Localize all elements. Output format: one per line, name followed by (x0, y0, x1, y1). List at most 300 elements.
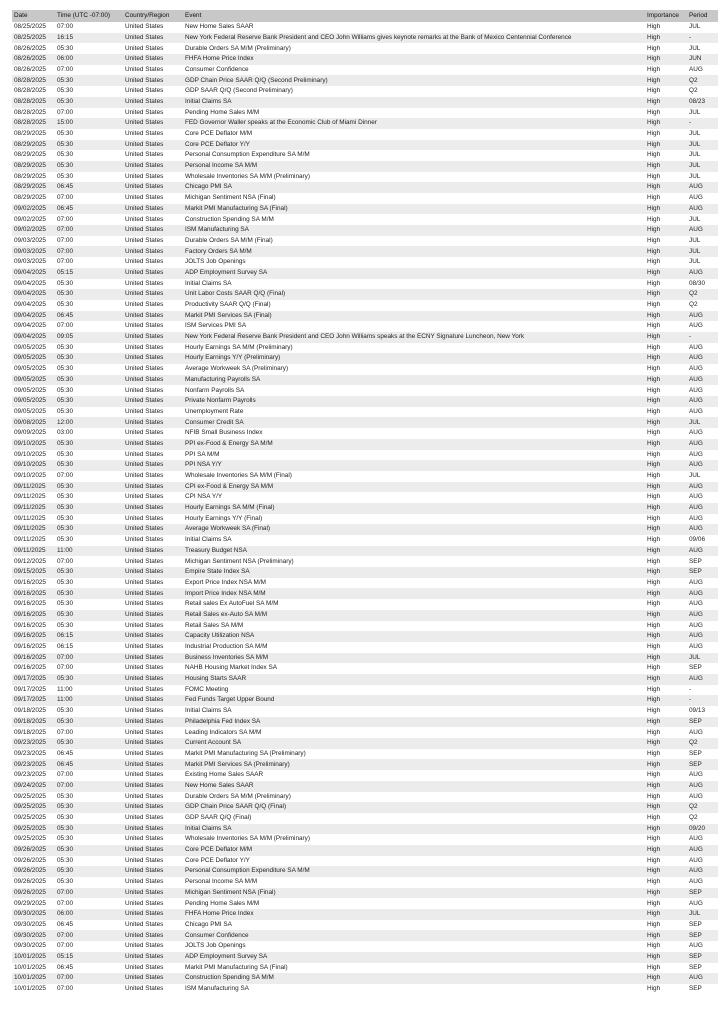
time-cell: 11:00 (55, 695, 123, 706)
table-row[interactable] (12, 321, 718, 332)
importance-cell: High (645, 727, 687, 738)
country-cell: United States (123, 204, 183, 215)
date-cell: 09/16/2025 (12, 588, 55, 599)
table-row[interactable] (12, 599, 718, 610)
table-row[interactable] (12, 460, 718, 471)
importance-cell: High (645, 33, 687, 44)
date-cell: 08/29/2025 (12, 140, 55, 151)
time-cell: 05:30 (55, 514, 123, 525)
country-cell: United States (123, 385, 183, 396)
date-cell: 09/17/2025 (12, 685, 55, 696)
header-row (12, 10, 718, 22)
period-cell: AUG (687, 941, 718, 952)
table-row[interactable] (12, 781, 718, 792)
date-cell: 09/03/2025 (12, 246, 55, 257)
table-row[interactable] (12, 482, 718, 493)
importance-cell: High (645, 268, 687, 279)
table-row[interactable] (12, 86, 718, 97)
event-cell: Markit PMI Services SA (Preliminary) (183, 759, 645, 770)
event-cell: Hourly Earnings Y/Y (Preliminary) (183, 353, 645, 364)
date-cell: 09/18/2025 (12, 727, 55, 738)
event-cell: ISM Manufacturing SA (183, 984, 645, 995)
time-cell: 07:00 (55, 257, 123, 268)
table-row[interactable] (12, 706, 718, 717)
table-row[interactable] (12, 663, 718, 674)
time-cell: 05:30 (55, 866, 123, 877)
table-row[interactable] (12, 492, 718, 503)
date-cell: 09/29/2025 (12, 898, 55, 909)
table-row[interactable] (12, 140, 718, 151)
importance-cell: High (645, 695, 687, 706)
importance-cell: High (645, 193, 687, 204)
table-row[interactable] (12, 75, 718, 86)
date-cell: 09/18/2025 (12, 706, 55, 717)
country-cell: United States (123, 321, 183, 332)
table-row[interactable] (12, 973, 718, 984)
country-cell: United States (123, 140, 183, 151)
table-row[interactable] (12, 514, 718, 525)
period-cell: - (687, 118, 718, 129)
country-cell: United States (123, 129, 183, 140)
table-row[interactable] (12, 193, 718, 204)
event-cell: New Home Sales SAAR (183, 22, 645, 33)
table-row[interactable] (12, 588, 718, 599)
period-cell: JUL (687, 653, 718, 664)
table-row[interactable] (12, 866, 718, 877)
period-cell: Q2 (687, 813, 718, 824)
table-row[interactable] (12, 824, 718, 835)
date-cell: 09/26/2025 (12, 866, 55, 877)
table-row[interactable] (12, 546, 718, 557)
period-cell: - (687, 332, 718, 343)
country-cell: United States (123, 856, 183, 867)
event-cell: Personal Income SA M/M (183, 877, 645, 888)
table-row[interactable] (12, 759, 718, 770)
importance-cell: High (645, 706, 687, 717)
period-cell: AUG (687, 898, 718, 909)
period-cell: JUL (687, 22, 718, 33)
header-date[interactable]: Date (12, 10, 55, 22)
time-cell: 05:30 (55, 738, 123, 749)
date-cell: 09/03/2025 (12, 236, 55, 247)
table-row[interactable] (12, 289, 718, 300)
importance-cell: High (645, 920, 687, 931)
header-country[interactable]: Country/Region (123, 10, 183, 22)
date-cell: 10/01/2025 (12, 973, 55, 984)
period-cell: JUL (687, 471, 718, 482)
time-cell: 07:00 (55, 898, 123, 909)
period-cell: SEP (687, 567, 718, 578)
importance-cell: High (645, 460, 687, 471)
table-row[interactable] (12, 385, 718, 396)
table-row[interactable] (12, 108, 718, 119)
time-cell: 05:30 (55, 343, 123, 354)
time-cell: 06:45 (55, 182, 123, 193)
table-row[interactable] (12, 941, 718, 952)
table-row[interactable] (12, 97, 718, 108)
importance-cell: High (645, 909, 687, 920)
time-cell: 05:30 (55, 353, 123, 364)
table-row[interactable] (12, 439, 718, 450)
event-cell: Michigan Sentiment NSA (Final) (183, 888, 645, 899)
importance-cell: High (645, 289, 687, 300)
importance-cell: High (645, 717, 687, 728)
table-row[interactable] (12, 674, 718, 685)
table-row[interactable] (12, 834, 718, 845)
event-cell: Capacity Utilization NSA (183, 631, 645, 642)
country-cell: United States (123, 610, 183, 621)
table-row[interactable] (12, 22, 718, 33)
table-row[interactable] (12, 930, 718, 941)
date-cell: 09/30/2025 (12, 920, 55, 931)
importance-cell: High (645, 770, 687, 781)
country-cell: United States (123, 257, 183, 268)
table-row[interactable] (12, 845, 718, 856)
header-period[interactable]: Period (687, 10, 718, 22)
importance-cell: High (645, 225, 687, 236)
table-row[interactable] (12, 364, 718, 375)
date-cell: 09/04/2025 (12, 300, 55, 311)
date-cell: 10/01/2025 (12, 963, 55, 974)
table-row[interactable] (12, 524, 718, 535)
date-cell: 09/05/2025 (12, 343, 55, 354)
table-row[interactable] (12, 813, 718, 824)
event-cell: Leading Indicators SA M/M (183, 727, 645, 738)
country-cell: United States (123, 759, 183, 770)
event-cell: Pending Home Sales M/M (183, 108, 645, 119)
table-row[interactable] (12, 792, 718, 803)
event-cell: Import Price Index NSA M/M (183, 588, 645, 599)
table-row[interactable] (12, 407, 718, 418)
date-cell: 09/08/2025 (12, 417, 55, 428)
date-cell: 08/26/2025 (12, 65, 55, 76)
table-row[interactable] (12, 963, 718, 974)
table-row[interactable] (12, 898, 718, 909)
importance-cell: High (645, 492, 687, 503)
event-cell: Initial Claims SA (183, 97, 645, 108)
time-cell: 05:30 (55, 482, 123, 493)
time-cell: 07:00 (55, 556, 123, 567)
importance-cell: High (645, 439, 687, 450)
importance-cell: High (645, 161, 687, 172)
importance-cell: High (645, 524, 687, 535)
importance-cell: High (645, 984, 687, 995)
period-cell: AUG (687, 514, 718, 525)
period-cell: SEP (687, 952, 718, 963)
table-row[interactable] (12, 182, 718, 193)
event-cell: Existing Home Sales SAAR (183, 770, 645, 781)
table-row[interactable] (12, 353, 718, 364)
date-cell: 09/05/2025 (12, 385, 55, 396)
table-row[interactable] (12, 172, 718, 183)
event-cell: FHFA Home Price Index (183, 909, 645, 920)
country-cell: United States (123, 920, 183, 931)
period-cell: AUG (687, 375, 718, 386)
period-cell: AUG (687, 578, 718, 589)
country-cell: United States (123, 65, 183, 76)
importance-cell: High (645, 43, 687, 54)
time-cell: 05:30 (55, 97, 123, 108)
country-cell: United States (123, 770, 183, 781)
event-cell: Average Workweek SA (Final) (183, 524, 645, 535)
table-row[interactable] (12, 770, 718, 781)
period-cell: AUG (687, 792, 718, 803)
table-row[interactable] (12, 631, 718, 642)
date-cell: 08/29/2025 (12, 172, 55, 183)
time-cell: 05:30 (55, 792, 123, 803)
date-cell: 09/12/2025 (12, 556, 55, 567)
period-cell: AUG (687, 482, 718, 493)
time-cell: 07:00 (55, 22, 123, 33)
table-row[interactable] (12, 738, 718, 749)
table-row[interactable] (12, 952, 718, 963)
country-cell: United States (123, 353, 183, 364)
event-cell: Retail Sales SA M/M (183, 621, 645, 632)
time-cell: 07:00 (55, 653, 123, 664)
period-cell: Q2 (687, 86, 718, 97)
event-cell: GDP Chain Price SAAR Q/Q (Second Preliminary) (183, 75, 645, 86)
country-cell: United States (123, 631, 183, 642)
country-cell: United States (123, 172, 183, 183)
event-cell: ISM Services PMI SA (183, 321, 645, 332)
event-cell: Pending Home Sales M/M (183, 898, 645, 909)
country-cell: United States (123, 717, 183, 728)
period-cell: JUL (687, 129, 718, 140)
event-cell: Consumer Credit SA (183, 417, 645, 428)
period-cell: SEP (687, 963, 718, 974)
event-cell: New Home Sales SAAR (183, 781, 645, 792)
table-row[interactable] (12, 33, 718, 44)
importance-cell: High (645, 631, 687, 642)
time-cell: 07:00 (55, 246, 123, 257)
table-row[interactable] (12, 204, 718, 215)
date-cell: 09/10/2025 (12, 439, 55, 450)
importance-cell: High (645, 375, 687, 386)
time-cell: 05:30 (55, 610, 123, 621)
table-row[interactable] (12, 65, 718, 76)
table-row[interactable] (12, 471, 718, 482)
country-cell: United States (123, 503, 183, 514)
table-row[interactable] (12, 653, 718, 664)
importance-cell: High (645, 621, 687, 632)
importance-cell: High (645, 97, 687, 108)
event-cell: Factory Orders SA M/M (183, 246, 645, 257)
period-cell: - (687, 685, 718, 696)
table-row[interactable] (12, 311, 718, 322)
table-row[interactable] (12, 257, 718, 268)
table-body (12, 22, 718, 995)
table-row[interactable] (12, 396, 718, 407)
date-cell: 09/24/2025 (12, 781, 55, 792)
table-row[interactable] (12, 300, 718, 311)
table-row[interactable] (12, 268, 718, 279)
importance-cell: High (645, 75, 687, 86)
table-row[interactable] (12, 279, 718, 290)
event-cell: New York Federal Reserve Bank President and CEO John Williams speaks at the ECNY Signature Luncheon, New York (183, 332, 645, 343)
date-cell: 09/16/2025 (12, 610, 55, 621)
table-row[interactable] (12, 54, 718, 65)
event-cell: Core PCE Deflator Y/Y (183, 856, 645, 867)
importance-cell: High (645, 471, 687, 482)
time-cell: 07:00 (55, 984, 123, 995)
importance-cell: High (645, 150, 687, 161)
country-cell: United States (123, 984, 183, 995)
period-cell: 09/13 (687, 706, 718, 717)
table-row[interactable] (12, 129, 718, 140)
economic-calendar-table (12, 10, 718, 995)
period-cell: AUG (687, 834, 718, 845)
table-row[interactable] (12, 556, 718, 567)
header-time[interactable]: Time (UTC -07:00) (55, 10, 123, 22)
table-row[interactable] (12, 118, 718, 129)
event-cell: Chicago PMI SA (183, 920, 645, 931)
table-row[interactable] (12, 375, 718, 386)
event-cell: Initial Claims SA (183, 535, 645, 546)
event-cell: Markit PMI Services SA (Final) (183, 311, 645, 322)
table-row[interactable] (12, 856, 718, 867)
country-cell: United States (123, 546, 183, 557)
date-cell: 09/02/2025 (12, 204, 55, 215)
importance-cell: High (645, 941, 687, 952)
event-cell: Durable Orders SA M/M (Preliminary) (183, 43, 645, 54)
table-row[interactable] (12, 802, 718, 813)
table-row[interactable] (12, 450, 718, 461)
time-cell: 05:30 (55, 140, 123, 151)
table-row[interactable] (12, 621, 718, 632)
time-cell: 06:45 (55, 920, 123, 931)
importance-cell: High (645, 973, 687, 984)
table-row[interactable] (12, 984, 718, 995)
date-cell: 09/02/2025 (12, 225, 55, 236)
table-row[interactable] (12, 749, 718, 760)
event-cell: Durable Orders SA M/M (Preliminary) (183, 792, 645, 803)
country-cell: United States (123, 33, 183, 44)
time-cell: 07:00 (55, 65, 123, 76)
table-row[interactable] (12, 920, 718, 931)
table-row[interactable] (12, 685, 718, 696)
time-cell: 05:30 (55, 86, 123, 97)
event-cell: Personal Consumption Expenditure SA M/M (183, 150, 645, 161)
country-cell: United States (123, 642, 183, 653)
country-cell: United States (123, 193, 183, 204)
importance-cell: High (645, 738, 687, 749)
table-row[interactable] (12, 578, 718, 589)
header-importance[interactable]: Importance (645, 10, 687, 22)
table-row[interactable] (12, 610, 718, 621)
table-row[interactable] (12, 909, 718, 920)
event-cell: Wholesale Inventories SA M/M (Final) (183, 471, 645, 482)
table-row[interactable] (12, 642, 718, 653)
period-cell: AUG (687, 610, 718, 621)
period-cell: JUL (687, 43, 718, 54)
importance-cell: High (645, 118, 687, 129)
importance-cell: High (645, 396, 687, 407)
time-cell: 05:30 (55, 43, 123, 54)
time-cell: 07:00 (55, 941, 123, 952)
country-cell: United States (123, 695, 183, 706)
date-cell: 09/10/2025 (12, 460, 55, 471)
event-cell: Retail Sales ex-Auto SA M/M (183, 610, 645, 621)
table-row[interactable] (12, 695, 718, 706)
table-row[interactable] (12, 535, 718, 546)
importance-cell: High (645, 759, 687, 770)
time-cell: 05:30 (55, 674, 123, 685)
date-cell: 08/28/2025 (12, 75, 55, 86)
table-row[interactable] (12, 43, 718, 54)
time-cell: 05:30 (55, 588, 123, 599)
time-cell: 05:30 (55, 75, 123, 86)
date-cell: 09/25/2025 (12, 813, 55, 824)
country-cell: United States (123, 246, 183, 257)
date-cell: 09/11/2025 (12, 482, 55, 493)
table-row[interactable] (12, 161, 718, 172)
country-cell: United States (123, 952, 183, 963)
period-cell: SEP (687, 888, 718, 899)
period-cell: JUL (687, 214, 718, 225)
table-row[interactable] (12, 877, 718, 888)
period-cell: SEP (687, 556, 718, 567)
event-cell: Markit PMI Manufacturing SA (Final) (183, 963, 645, 974)
table-row[interactable] (12, 343, 718, 354)
table-row[interactable] (12, 717, 718, 728)
period-cell: AUG (687, 845, 718, 856)
table-row[interactable] (12, 567, 718, 578)
time-cell: 09:05 (55, 332, 123, 343)
table-row[interactable] (12, 428, 718, 439)
time-cell: 06:00 (55, 54, 123, 65)
table-row[interactable] (12, 150, 718, 161)
time-cell: 05:30 (55, 396, 123, 407)
date-cell: 09/11/2025 (12, 514, 55, 525)
country-cell: United States (123, 97, 183, 108)
table-row[interactable] (12, 236, 718, 247)
country-cell: United States (123, 685, 183, 696)
header-event[interactable]: Event (183, 10, 645, 22)
table-row[interactable] (12, 503, 718, 514)
table-row[interactable] (12, 727, 718, 738)
table-row[interactable] (12, 246, 718, 257)
country-cell: United States (123, 343, 183, 354)
country-cell: United States (123, 706, 183, 717)
country-cell: United States (123, 738, 183, 749)
period-cell: AUG (687, 856, 718, 867)
period-cell: AUG (687, 973, 718, 984)
importance-cell: High (645, 567, 687, 578)
period-cell: JUN (687, 54, 718, 65)
table-row[interactable] (12, 888, 718, 899)
event-cell: Core PCE Deflator M/M (183, 845, 645, 856)
event-cell: Export Price Index NSA M/M (183, 578, 645, 589)
event-cell: Unit Labor Costs SAAR Q/Q (Final) (183, 289, 645, 300)
event-cell: Construction Spending SA M/M (183, 973, 645, 984)
event-cell: Markit PMI Manufacturing SA (Final) (183, 204, 645, 215)
country-cell: United States (123, 909, 183, 920)
table-row[interactable] (12, 332, 718, 343)
importance-cell: High (645, 332, 687, 343)
table-row[interactable] (12, 214, 718, 225)
event-cell: Core PCE Deflator M/M (183, 129, 645, 140)
period-cell: SEP (687, 930, 718, 941)
time-cell: 07:00 (55, 214, 123, 225)
date-cell: 09/26/2025 (12, 877, 55, 888)
time-cell: 06:15 (55, 631, 123, 642)
country-cell: United States (123, 524, 183, 535)
event-cell: Initial Claims SA (183, 706, 645, 717)
date-cell: 09/04/2025 (12, 332, 55, 343)
table-row[interactable] (12, 417, 718, 428)
time-cell: 05:30 (55, 503, 123, 514)
table-row[interactable] (12, 225, 718, 236)
